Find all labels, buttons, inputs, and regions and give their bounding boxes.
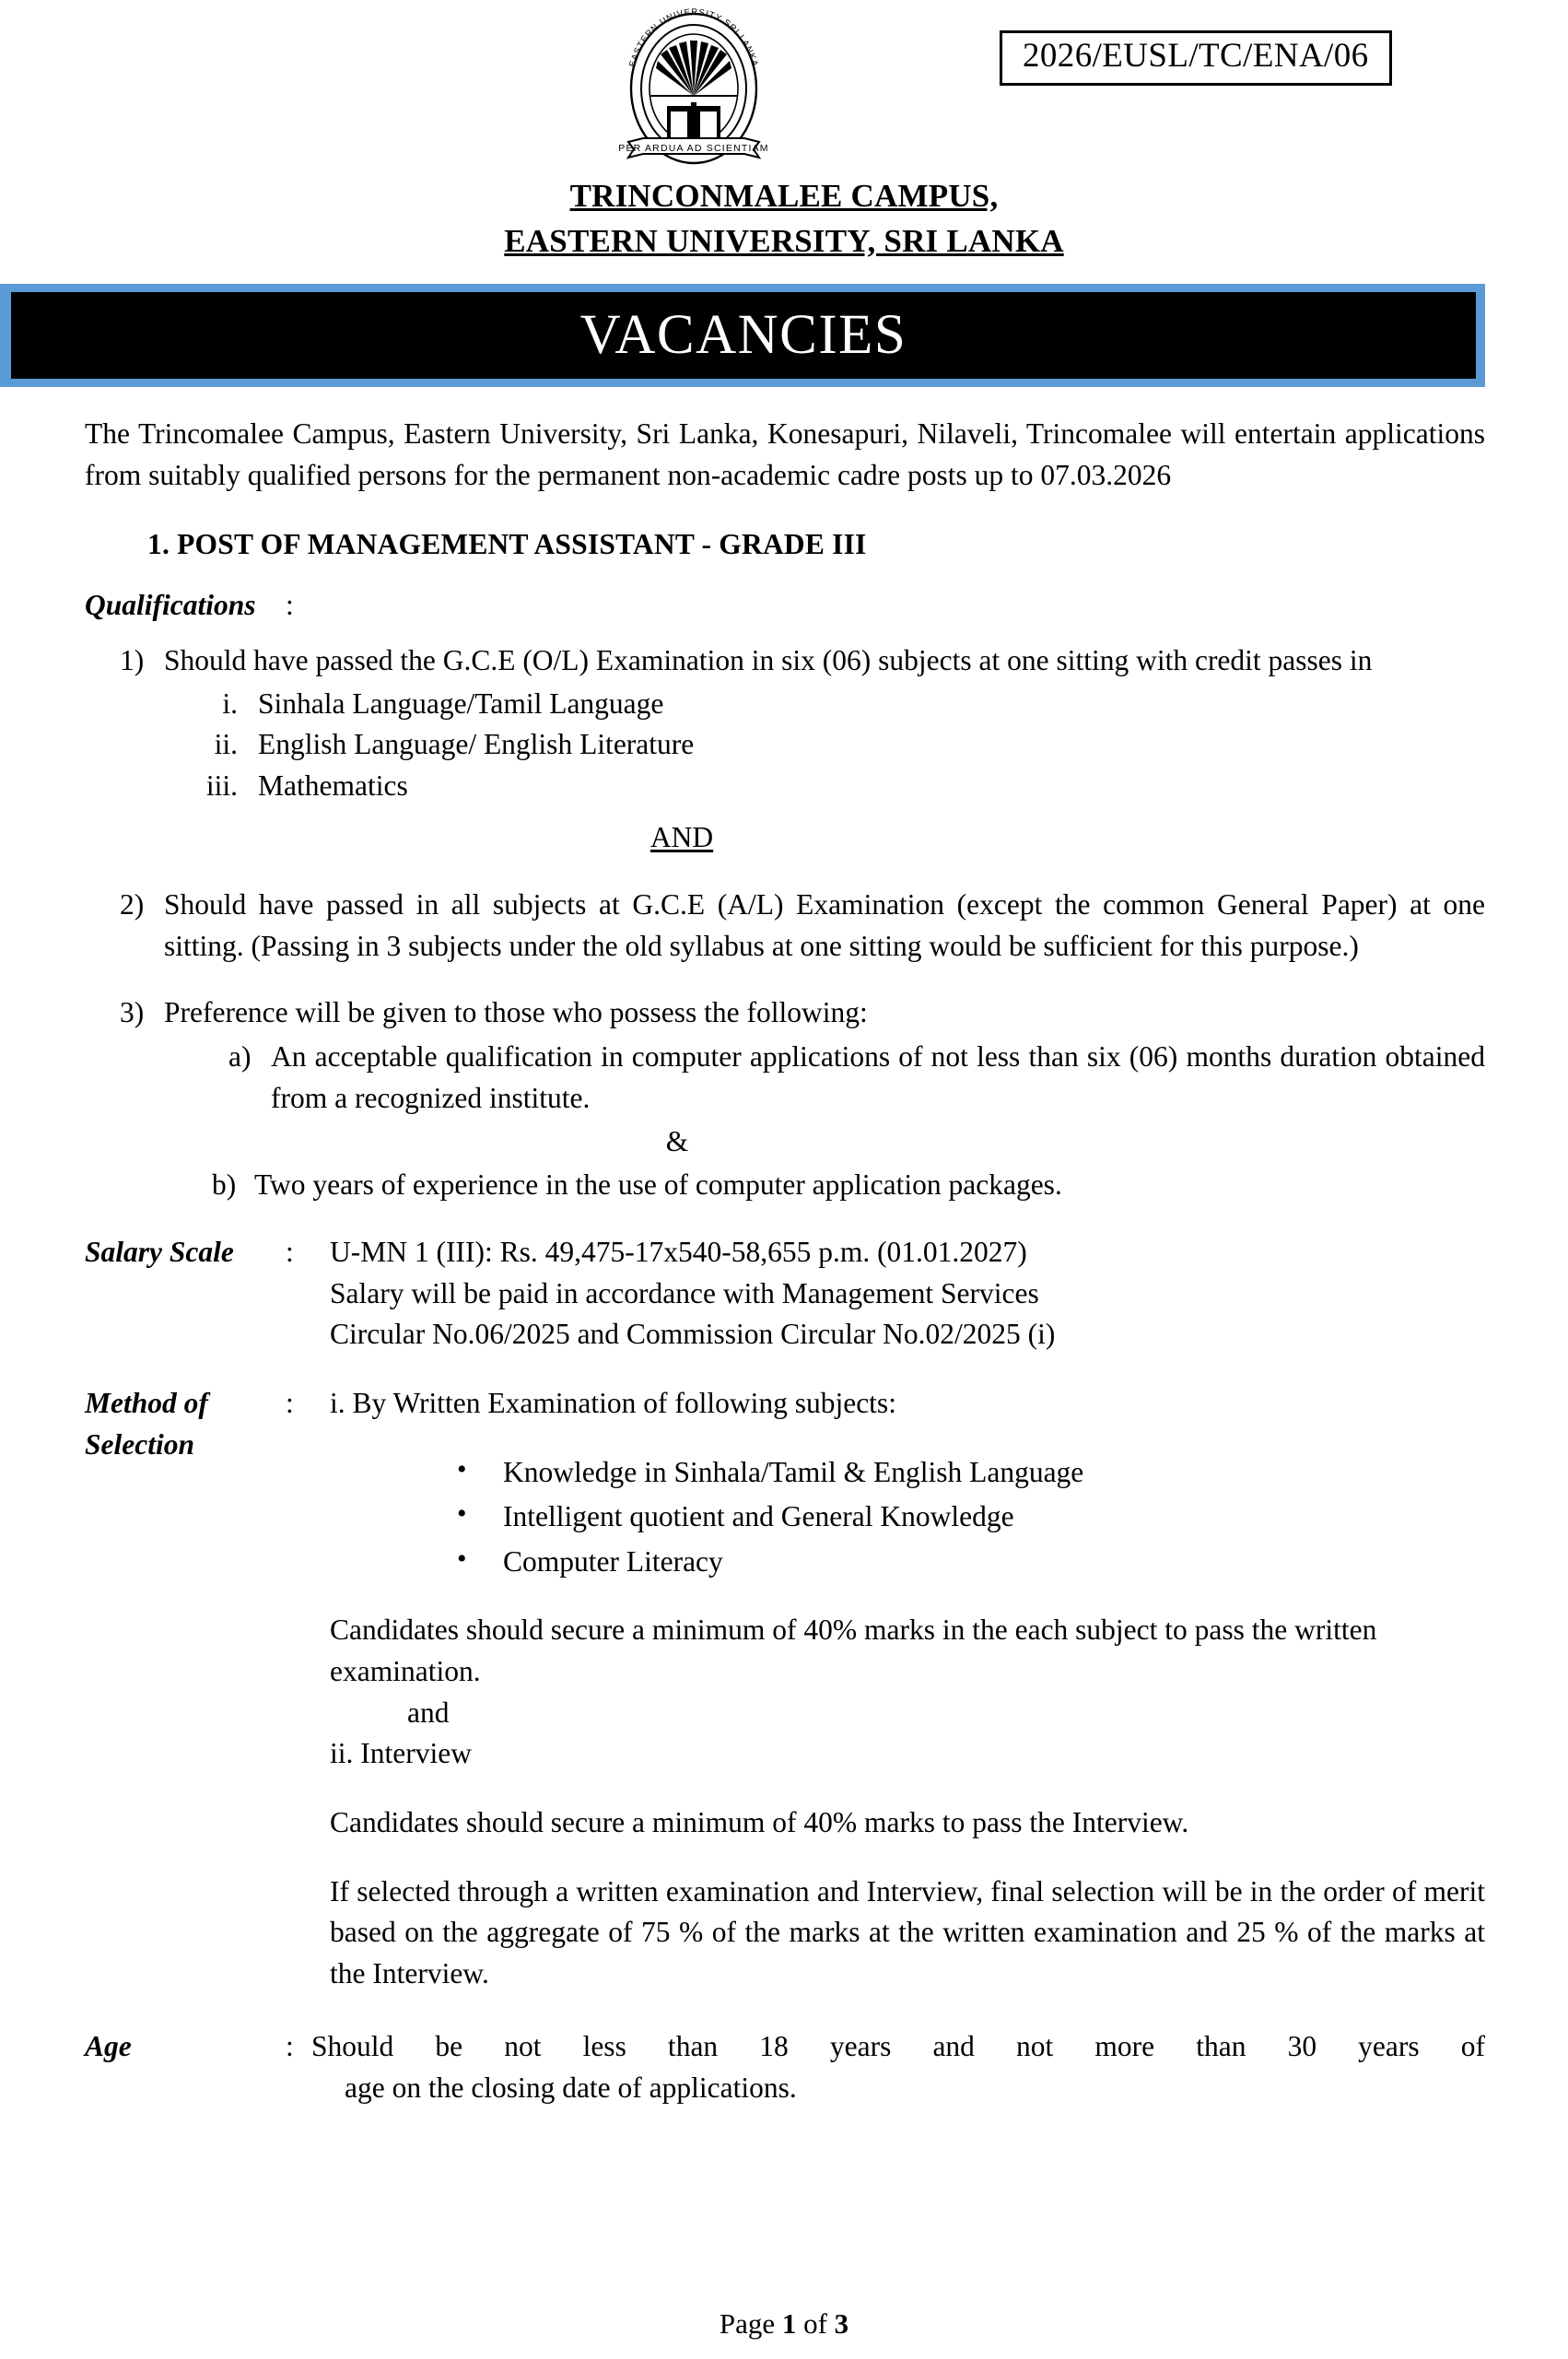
salary-scale-row [85,1232,1485,1356]
qualifications-label-row [85,585,1485,626]
method-step-1: i. By Written Examination of following subjects: [330,1387,896,1420]
svg-text:EASTERN UNIVERSITY SRI LANKA: EASTERN UNIVERSITY SRI LANKA [627,6,760,68]
age-value [311,2026,1485,2108]
qualifications-label: Qualifications [85,588,256,621]
post-heading: 1. POST OF MANAGEMENT ASSISTANT - GRADE III [147,527,867,560]
footer-total-pages: 3 [834,2307,849,2340]
method-of-selection-row [85,1383,1485,1995]
method-step-2: ii. Interview [330,1737,472,1770]
svg-text:PER ARDUA AD SCIENTIAM: PER ARDUA AD SCIENTIAM [618,143,769,154]
age-label: Age [85,2029,132,2062]
qualification-item-number: 3) [120,996,145,1029]
qualification-subitem-text: English Language/ English Literature [258,728,695,761]
qualification-subitem-marker: b) [212,1168,237,1202]
qualification-item-number: 1) [120,644,145,677]
document-header [0,0,1568,175]
salary-scale-line-3: Circular No.06/2025 and Commission Circular No.02/2025 (i) [330,1318,1056,1351]
qualification-subitem [201,724,1485,765]
qualification-subitem-marker: iii. [205,769,238,802]
qualification-item-number: 2) [120,888,145,921]
qualification-subitem-text: An acceptable qualification in computer applications of not less than six (06) months duration obtained from a recognized institute. [271,1040,1485,1114]
qualification-item-text: Preference will be given to those who possess the following: [164,996,868,1029]
university-crest-logo [615,4,772,168]
institution-title-line-1: TRINCONMALEE CAMPUS, [569,178,999,214]
intro-paragraph: The Trincomalee Campus, Eastern University, Sri Lanka, Konesapuri, Nilaveli, Trincomalee will entertain applications from suitably qualified persons for the permanent non-academic cadre posts up to 07.03.2026 [85,417,1485,491]
qualification-item [85,640,1485,859]
qualification-subitem-marker: i. [222,687,238,721]
method-of-selection-value [330,1383,1485,1995]
final-selection-note: If selected through a written examination and Interview, final selection will be in the order of merit based on the aggregate of 75 % of the marks at the written examination and 25 % of the marks at the Interview. [330,1874,1485,1990]
salary-scale-value [330,1232,1485,1356]
institution-title-line-2: EASTERN UNIVERSITY, SRI LANKA [504,222,1064,259]
qualification-subitem [201,766,1485,806]
qualification-item [85,885,1485,967]
qualification-subitem-list [164,1037,1485,1206]
vacancies-banner-title: VACANCIES [11,292,1476,379]
qualification-subitem [228,1037,1485,1119]
conjunction-ampersand: & [665,1124,689,1157]
salary-scale-colon: : [286,1236,294,1269]
qualification-subitem-text: Sinhala Language/Tamil Language [258,687,664,721]
document-body [0,414,1568,2108]
qualifications-colon: : [286,588,294,621]
written-exam-pass-note: Candidates should secure a minimum of 40% marks in the each subject to pass the written examination. [330,1614,1377,1687]
salary-scale-label: Salary Scale [85,1236,234,1269]
written-exam-subject: • Knowledge in Sinhala/Tamil & English Language [457,1452,1485,1493]
qualifications-list [85,640,1485,1206]
institution-title [0,175,1568,263]
conjunction-and: AND [649,821,714,854]
written-exam-subject: • Computer Literacy [457,1542,1485,1582]
age-colon: : [286,2029,294,2062]
qualification-subitem-marker: ii. [214,728,238,761]
qualification-item-text: Should have passed the G.C.E (O/L) Examination in six (06) subjects at one sitting with credit passes in [164,644,1373,677]
written-exam-subject: • Intelligent quotient and General Knowledge [457,1496,1485,1537]
method-of-selection-label: Method of Selection [85,1387,208,1461]
qualification-subitem-marker: a) [228,1040,252,1074]
method-conjunction-and: and [407,1696,450,1729]
qualification-subitem-text: Two years of experience in the use of computer application packages. [254,1168,1062,1202]
interview-pass-note: Candidates should secure a minimum of 40% marks to pass the Interview. [330,1806,1189,1838]
page-footer [0,2307,1568,2341]
reference-number-box [1000,30,1392,86]
vacancies-banner [0,284,1485,387]
age-line-2: age on the closing date of applications. [345,2071,797,2104]
qualification-item [85,992,1485,1206]
reference-number-text: 2026/EUSL/TC/ENA/06 [1023,37,1369,75]
age-row [85,2026,1485,2108]
qualification-item-text: Should have passed in all subjects at G.C.E (A/L) Examination (except the common General Paper) at one sitting. (Passing in 3 subjects under the old syllabus at one sitting would be sufficient for this purpose.) [164,888,1485,962]
salary-scale-line-2: Salary will be paid in accordance with Management Services [330,1276,1039,1309]
footer-page-middle: of [796,2307,835,2340]
qualification-subitem [201,684,1485,724]
qualification-subitem-list [164,684,1485,806]
salary-scale-line-1: U-MN 1 (III): Rs. 49,475-17x540-58,655 p.m. (01.01.2027) [330,1236,1027,1269]
footer-current-page: 1 [781,2307,797,2340]
qualification-subitem-text: Mathematics [258,769,408,802]
written-exam-subject-list [330,1452,1485,1582]
qualification-subitem [212,1165,1485,1206]
footer-page-prefix: Page [719,2307,782,2340]
method-of-selection-colon: : [286,1387,294,1420]
age-line-1: Should be not less than 18 years and not more than 30 years of [311,2029,1485,2062]
